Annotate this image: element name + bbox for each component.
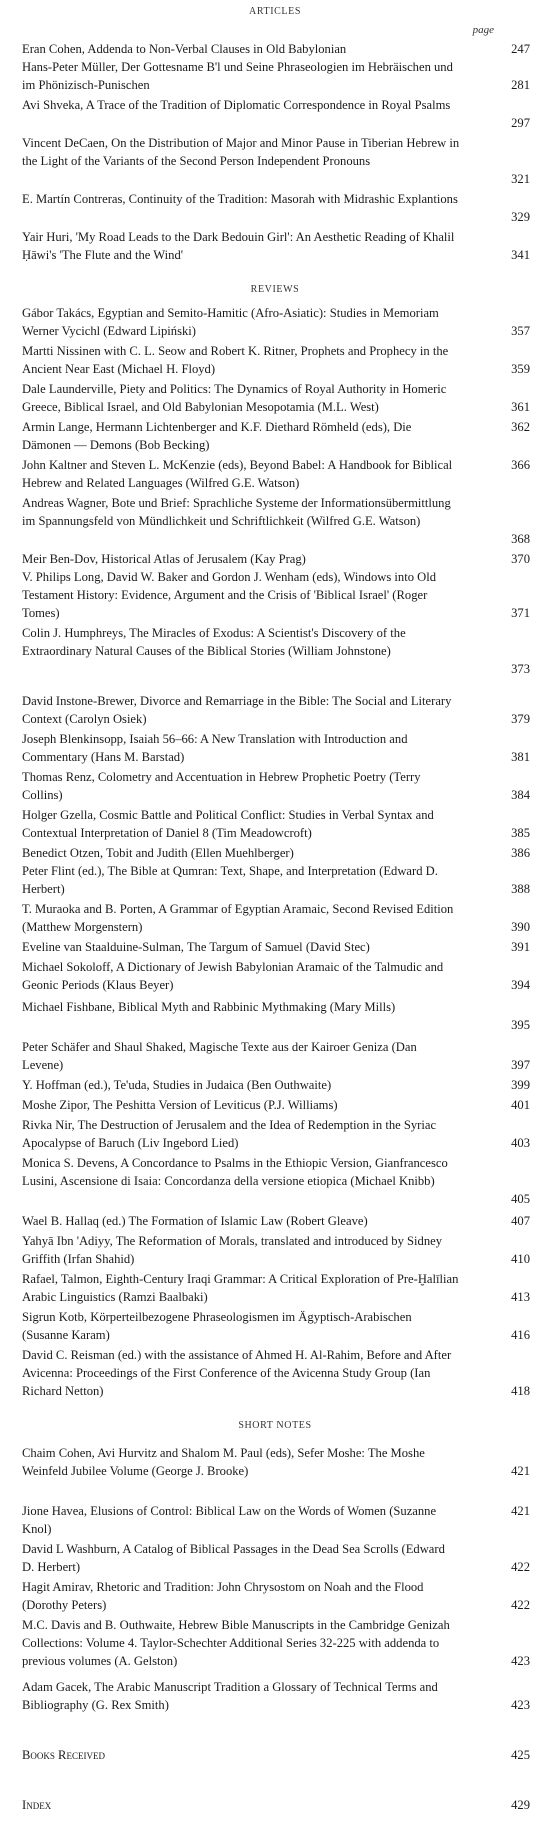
entry-page: 422: [511, 1560, 530, 1574]
entry-page: 379: [511, 712, 530, 726]
page-column-label: page: [472, 24, 494, 36]
entry-page: 421: [511, 1504, 530, 1518]
entry-page: 385: [511, 826, 530, 840]
short-notes-heading: SHORT NOTES: [238, 1420, 312, 1431]
entry-page: 368: [511, 532, 530, 546]
entry-page: 425: [511, 1748, 530, 1762]
articles-heading: ARTICLES: [249, 6, 301, 17]
entry-page: 359: [511, 362, 530, 376]
entry-text: Benedict Otzen, Tobit and Judith (Ellen Muehlberger): [22, 846, 294, 860]
entry-page: 422: [511, 1598, 530, 1612]
toc-entry[interactable]: [22, 806, 530, 842]
entry-text: Vincent DeCaen, On the Distribution of Major and Minor Pause in Tiberian Hebrew in the Light of the Variants of the Second Person Independent Pronouns: [22, 136, 460, 168]
entry-text: Hagit Amirav, Rhetoric and Tradition: John Chrysostom on Noah and the Flood (Dorothy Peters): [22, 1580, 424, 1612]
toc-entry[interactable]: [22, 1502, 530, 1538]
entry-page: 421: [511, 1464, 530, 1478]
toc-entry[interactable]: [22, 768, 530, 804]
toc-entry-index[interactable]: [22, 1796, 530, 1814]
entry-text: John Kaltner and Steven L. McKenzie (eds), Beyond Babel: A Handbook for Biblical Hebrew and Related Languages (Wilfred G.E. Watson): [22, 458, 453, 490]
entry-text: Eveline van Staalduine-Sulman, The Targum of Samuel (David Stec): [22, 940, 370, 954]
toc-entry[interactable]: [22, 998, 530, 1032]
entry-page: 371: [511, 606, 530, 620]
entry-page: 361: [511, 400, 530, 414]
entry-text: Rafael, Talmon, Eighth-Century Iraqi Grammar: A Critical Exploration of Pre-Ḫalīlian Arabic Linguistics (Ramzi Baalbaki): [22, 1272, 459, 1304]
entry-text: Moshe Zipor, The Peshitta Version of Leviticus (P.J. Williams): [22, 1098, 338, 1112]
entry-page: 410: [511, 1252, 530, 1266]
toc-entry[interactable]: [22, 1232, 530, 1268]
toc-entry[interactable]: [22, 900, 530, 936]
entry-text: Yair Huri, 'My Road Leads to the Dark Bedouin Girl': An Aesthetic Reading of Khalil Ḥāwi's 'The Flute and the Wind': [22, 230, 455, 262]
entry-text: Colin J. Humphreys, The Miracles of Exodus: A Scientist's Discovery of the Extraordinary Natural Causes of the Biblical Stories (William Johnstone): [22, 626, 406, 658]
entry-page: 423: [511, 1698, 530, 1712]
toc-entry[interactable]: [22, 304, 530, 340]
toc-entry[interactable]: [22, 844, 530, 862]
entry-text: Gábor Takács, Egyptian and Semito-Hamitic (Afro-Asiatic): Studies in Memoriam Werner Vycichl (Edward Lipiński): [22, 306, 439, 338]
entry-page: 395: [511, 1018, 530, 1032]
toc-entry[interactable]: [22, 1678, 530, 1714]
toc-entry[interactable]: [22, 456, 530, 492]
toc-entry[interactable]: [22, 494, 530, 546]
entry-text: E. Martín Contreras, Continuity of the Tradition: Masorah with Midrashic Explantions: [22, 192, 458, 206]
toc-entry[interactable]: [22, 342, 530, 378]
entry-page: 391: [511, 940, 530, 954]
toc-entry[interactable]: [22, 418, 530, 454]
entry-page: 366: [511, 458, 530, 472]
entry-text: Yahyā Ibn 'Adiyy, The Reformation of Morals, translated and introduced by Sidney Griffith (Irfan Shahid): [22, 1234, 443, 1266]
toc-entry[interactable]: [22, 1540, 530, 1576]
entry-text: M.C. Davis and B. Outhwaite, Hebrew Bible Manuscripts in the Cambridge Genizah Collections: Volume 4. Taylor-Schechter Additional Series 32-225 with addenda to previous volumes (A. Gelston): [22, 1618, 450, 1668]
entry-page: 388: [511, 882, 530, 896]
entry-text: Y. Hoffman (ed.), Te'uda, Studies in Judaica (Ben Outhwaite): [22, 1078, 332, 1092]
entry-text: Jione Havea, Elusions of Control: Biblical Law on the Words of Women (Suzanne Knol): [22, 1504, 437, 1536]
entry-page: 329: [511, 210, 530, 224]
toc-entry[interactable]: [22, 938, 530, 956]
entry-text: Andreas Wagner, Bote und Brief: Sprachliche Systeme der Informationsübermittlung im Spannungsfeld von Mündlichkeit und Schriftlichkeit (Wilfred G.E. Watson): [22, 496, 451, 528]
entry-page: 418: [511, 1384, 530, 1398]
entry-page: 416: [511, 1328, 530, 1342]
entry-text: Monica S. Devens, A Concordance to Psalms in the Ethiopic Version, Gianfrancesco Lusini, Ascensione di Isaia: Concordanza della versione etiopica (Michael Knibb): [22, 1156, 448, 1188]
entry-page: 297: [511, 116, 530, 130]
toc-entry[interactable]: [22, 134, 530, 186]
entry-text: Sigrun Kotb, Körperteilbezogene Phraseologismen im Ägyptisch-Arabischen (Susanne Karam): [22, 1310, 412, 1342]
entry-text: Index: [22, 1798, 52, 1812]
entry-text: Peter Flint (ed.), The Bible at Qumran: Text, Shape, and Interpretation (Edward D. Herbert): [22, 864, 438, 896]
entry-page: 407: [511, 1214, 530, 1228]
entry-text: Holger Gzella, Cosmic Battle and Political Conflict: Studies in Verbal Syntax and Contextual Interpretation of Daniel 8 (Tim Meadowcroft): [22, 808, 434, 840]
entry-page: 394: [511, 978, 530, 992]
toc-entry[interactable]: [22, 40, 530, 58]
entry-text: Hans-Peter Müller, Der Gottesname B'l und Seine Phraseologien im Hebräischen und im Phönizisch-Punischen: [22, 60, 453, 92]
toc-entry[interactable]: [22, 550, 530, 568]
entry-text: David Instone-Brewer, Divorce and Remarriage in the Bible: The Social and Literary Context (Carolyn Osiek): [22, 694, 452, 726]
entry-text: Wael B. Hallaq (ed.) The Formation of Islamic Law (Robert Gleave): [22, 1214, 368, 1228]
entry-text: Martti Nissinen with C. L. Seow and Robert K. Ritner, Prophets and Prophecy in the Ancient Near East (Michael H. Floyd): [22, 344, 449, 376]
toc-entry[interactable]: [22, 1308, 530, 1344]
entry-page: 370: [511, 552, 530, 566]
toc-entry[interactable]: [22, 190, 530, 224]
entry-text: Chaim Cohen, Avi Hurvitz and Shalom M. Paul (eds), Sefer Moshe: The Moshe Weinfeld Jubilee Volume (George J. Brooke): [22, 1446, 425, 1478]
toc-entry[interactable]: [22, 568, 530, 622]
entry-page: 403: [511, 1136, 530, 1150]
entry-page: 390: [511, 920, 530, 934]
toc-entry[interactable]: [22, 1038, 530, 1074]
entry-text: Michael Fishbane, Biblical Myth and Rabbinic Mythmaking (Mary Mills): [22, 1000, 396, 1014]
entry-page: 413: [511, 1290, 530, 1304]
entry-text: Michael Sokoloff, A Dictionary of Jewish Babylonian Aramaic of the Talmudic and Geonic Periods (Klaus Beyer): [22, 960, 444, 992]
toc-entry[interactable]: [22, 624, 530, 676]
toc-entry[interactable]: [22, 1096, 530, 1114]
entry-page: 397: [511, 1058, 530, 1072]
toc-entry[interactable]: [22, 96, 530, 130]
entry-page: 362: [511, 420, 530, 434]
entry-page: 381: [511, 750, 530, 764]
entry-page: 384: [511, 788, 530, 802]
entry-page: 399: [511, 1078, 530, 1092]
toc-entry[interactable]: [22, 1116, 530, 1152]
toc-entry[interactable]: [22, 1212, 530, 1230]
entry-page: 386: [511, 846, 530, 860]
entry-text: Eran Cohen, Addenda to Non-Verbal Clauses in Old Babylonian: [22, 42, 347, 56]
toc-entry[interactable]: [22, 1154, 530, 1206]
entry-text: Avi Shveka, A Trace of the Tradition of Diplomatic Correspondence in Royal Psalms: [22, 98, 451, 112]
entry-text: David C. Reisman (ed.) with the assistance of Ahmed H. Al-Rahim, Before and After Avicenna: Proceedings of the First Conference of the Avicenna Study Group (Ian Richard Netton): [22, 1348, 452, 1398]
entry-text: Thomas Renz, Colometry and Accentuation in Hebrew Prophetic Poetry (Terry Collins): [22, 770, 421, 802]
toc-entry[interactable]: [22, 958, 530, 994]
entry-text: David L Washburn, A Catalog of Biblical Passages in the Dead Sea Scrolls (Edward D. Herbert): [22, 1542, 445, 1574]
toc-entry[interactable]: [22, 1444, 530, 1480]
entry-text: Meir Ben-Dov, Historical Atlas of Jerusalem (Kay Prag): [22, 552, 306, 566]
entry-page: 423: [511, 1654, 530, 1668]
entry-page: 429: [511, 1798, 530, 1812]
toc-entry-books-received[interactable]: [22, 1746, 530, 1764]
entry-page: 405: [511, 1192, 530, 1206]
entry-text: Adam Gacek, The Arabic Manuscript Tradition a Glossary of Technical Terms and Bibliography (G. Rex Smith): [22, 1680, 438, 1712]
entry-page: 281: [511, 78, 530, 92]
entry-text: Books Received: [22, 1748, 105, 1762]
entry-text: V. Philips Long, David W. Baker and Gordon J. Wenham (eds), Windows into Old Testament History: Evidence, Argument and the Crisis of 'Biblical Israel' (Roger Tomes): [22, 570, 437, 620]
toc-entry[interactable]: [22, 1346, 530, 1400]
entry-text: Rivka Nir, The Destruction of Jerusalem and the Idea of Redemption in the Syriac Apocalypse of Baruch (Liv Ingebord Lied): [22, 1118, 437, 1150]
entry-text: T. Muraoka and B. Porten, A Grammar of Egyptian Aramaic, Second Revised Edition (Matthew Morgenstern): [22, 902, 454, 934]
toc-entry[interactable]: [22, 1616, 530, 1670]
toc-entry[interactable]: [22, 862, 530, 898]
toc-entry[interactable]: [22, 730, 530, 766]
entry-page: 357: [511, 324, 530, 338]
entry-text: Dale Launderville, Piety and Politics: The Dynamics of Royal Authority in Homeric Greece, Biblical Israel, and Old Babylonian Mesopotamia (M.L. West): [22, 382, 447, 414]
entry-text: Peter Schäfer and Shaul Shaked, Magische Texte aus der Kairoer Geniza (Dan Levene): [22, 1040, 417, 1072]
entry-text: Joseph Blenkinsopp, Isaiah 56–66: A New Translation with Introduction and Commentary (Hans M. Barstad): [22, 732, 408, 764]
toc-entry[interactable]: [22, 228, 530, 264]
entry-page: 401: [511, 1098, 530, 1112]
toc-entry[interactable]: [22, 1270, 530, 1306]
entry-page: 247: [511, 42, 530, 56]
toc-entry[interactable]: [22, 380, 530, 416]
entry-page: 373: [511, 662, 530, 676]
reviews-heading: REVIEWS: [250, 284, 300, 295]
entry-text: Armin Lange, Hermann Lichtenberger and K.F. Diethard Römheld (eds), Die Dämonen — Demons (Bob Becking): [22, 420, 412, 452]
entry-page: 321: [511, 172, 530, 186]
toc-entry[interactable]: [22, 692, 530, 728]
toc-entry[interactable]: [22, 1578, 530, 1614]
toc-entry[interactable]: [22, 1076, 530, 1094]
entry-page: 341: [511, 248, 530, 262]
toc-entry[interactable]: [22, 58, 530, 94]
